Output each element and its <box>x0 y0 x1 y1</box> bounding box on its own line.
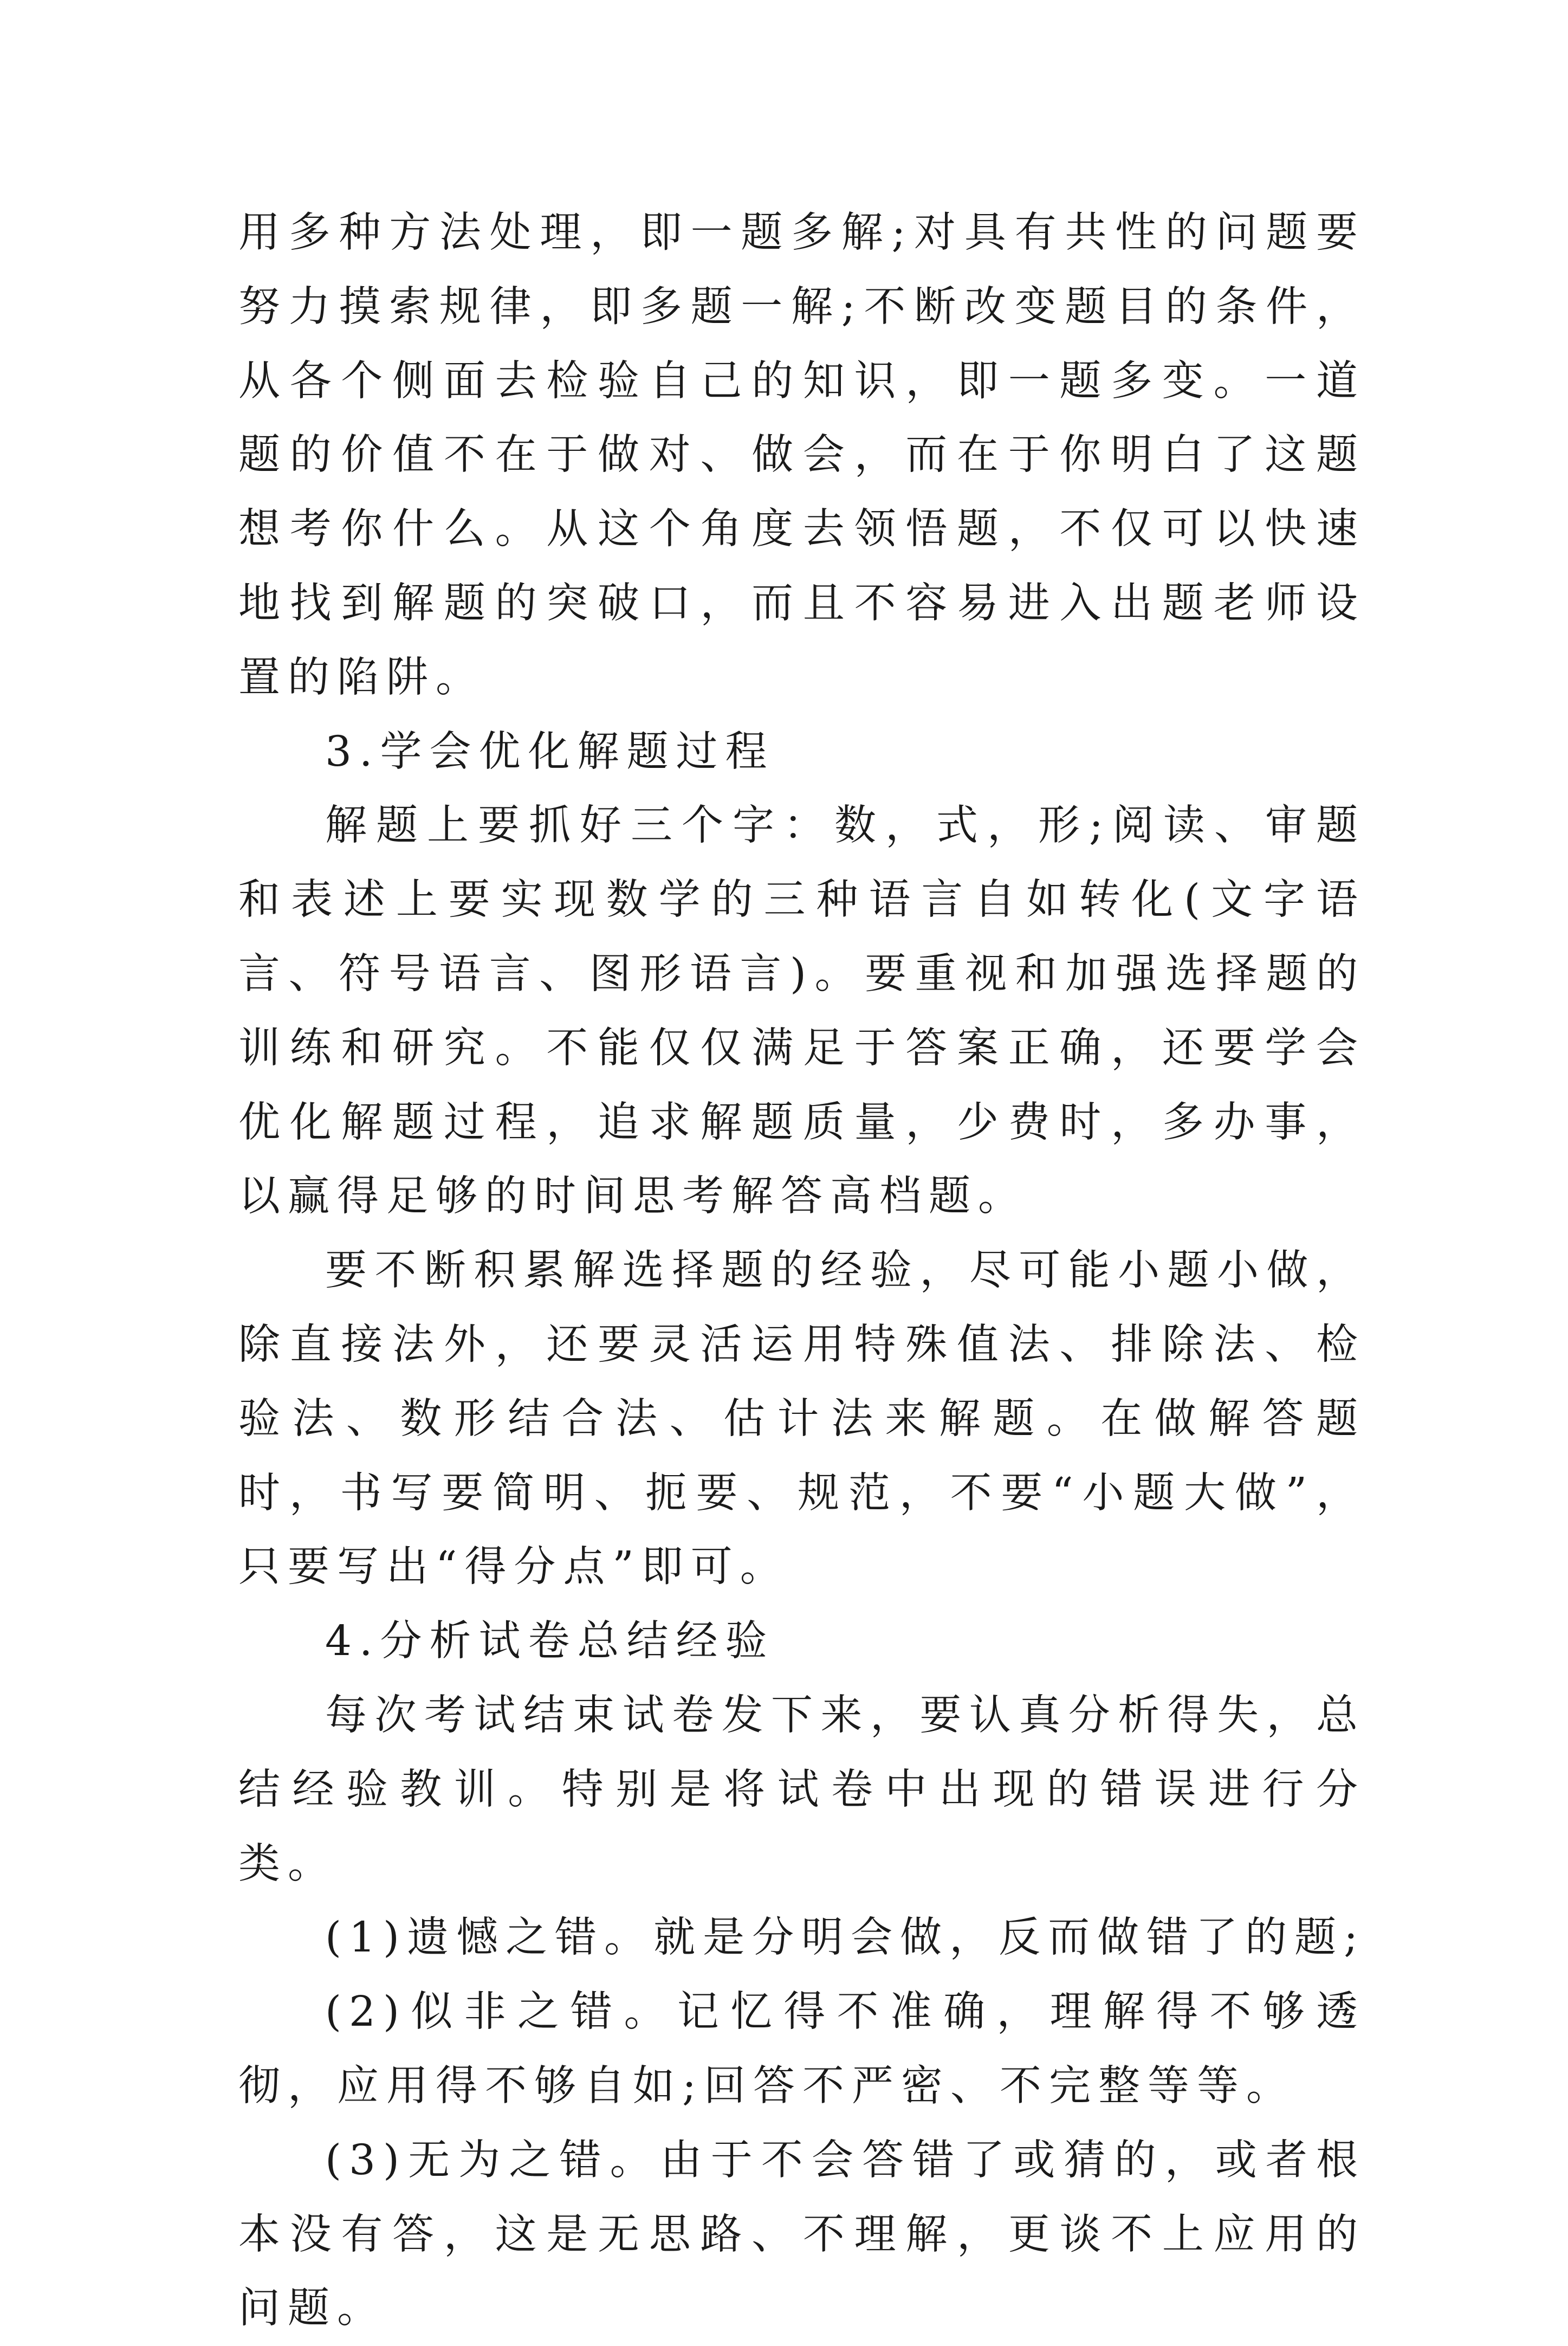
section-heading-4: 4.分析试卷总结经验 <box>325 1617 775 1666</box>
paragraph-solving-keys: 解题上要抓好三个字：数，式，形;阅读、审题和表述上要实现数学的三种语言自如转化(文字语言、符号语言、图形语言)。要重视和加强选择题的训练和研究。不能仅仅满足于答案正确，还要学会优化解题过程，追求解题质量，少费时，多办事，以赢得足够的时间思考解答高档题。 <box>238 802 1365 1221</box>
list-item-error-3: (3)无为之错。由于不会答错了或猜的，或者根本没有答，这是无思路、不理解，更谈不上应用的问题。 <box>238 2136 1365 2333</box>
list-item-error-1: (1)遗憾之错。就是分明会做，反而做错了的题; <box>325 1914 1366 1962</box>
section-heading-3: 3.学会优化解题过程 <box>325 727 775 776</box>
list-item-error-2: (2)似非之错。记忆得不准确，理解得不够透彻，应用得不够自如;回答不严密、不完整等等。 <box>238 1988 1365 2110</box>
document-body <box>238 196 1365 2346</box>
paragraph-analyze-exam: 每次考试结束试卷发下来，要认真分析得失，总结经验教训。特别是将试卷中出现的错误进行分类。 <box>238 1691 1365 1888</box>
paragraph-continued-text: 用多种方法处理，即一题多解;对具有共性的问题要努力摸索规律，即多题一解;不断改变题目的条件，从各个侧面去检验自己的知识，即一题多变。一道题的价值不在于做对、做会，而在于你明白了这题想考你什么。从这个角度去领悟题，不仅可以快速地找到解题的突破口，而且不容易进入出题老师设置的陷阱。 <box>238 209 1365 702</box>
paragraph-choice-questions: 要不断积累解选择题的经验，尽可能小题小做，除直接法外，还要灵活运用特殊值法、排除法、检验法、数形结合法、估计法来解题。在做解答题时，书写要简明、扼要、规范，不要“小题大做”，只要写出“得分点”即可。 <box>238 1246 1365 1592</box>
